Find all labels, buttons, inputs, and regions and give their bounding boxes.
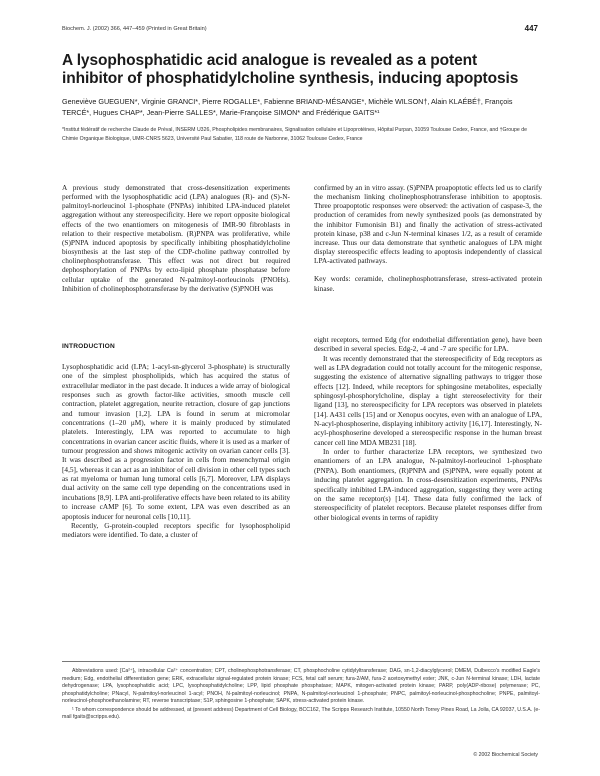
affiliations: *Institut fédératif de recherche Claude de Préval, INSERM U326, Phospholipides membranaires, Signalisation cellulaire et Lipoprotéines, Hôpital Purpan, 31059 Toulouse Cedex, France, and †Groupe de Chimie Organique Biologique, UMR-CNRS 5623, Université Paul Sabatier, 118 route de Narbonne, 31062 Toulouse Cedex, France (62, 127, 528, 142)
page-number: 447 (524, 24, 538, 33)
abbreviations-footnote: Abbreviations used: [Ca²⁺]ᵢ, intracellular Ca²⁺ concentration; CPT, cholinephosphotransferase; CT, phosphocholine cytidylyltransferase; DAG, sn-1,2-diacylglycerol; DMEM, Dulbecco's modified Eagle's medium; Edg, endothelial differentiation gene; ERK, extracellular signal-regulated protein kinase; FCS, fetal calf serum; fura-2/AM, fura-2 acetoxymethyl ester; JNK, c-Jun N-terminal kinase; LDH, lactate dehydrogenase; LPA, lysophosphatidic acid; LPC, lysophosphatidylcholine; LPP, lipid phosphate phosphatase; MAPK, mitogen-activated protein kinase; PARP, poly(ADP-ribose) polymerase; PC, phosphatidylcholine; PNacyl, N-palmitoyl-norleucinol 1-acyl; PNOH, N-palmitoyl-norleucinol; PNPA, N-palmitoyl-norleucinol 1-phosphate; PNPC, palmitoyl-norleucinol-phosphocholine; PNPE, palmitoyl-norleucinol-phosphoethanolamine; RT, reverse transcriptase; S1P, sphingosine 1-phosphate; SAPK, stress-activated protein kinase. (62, 668, 540, 704)
abstract-right-column (314, 183, 542, 293)
running-head: Biochem. J. (2002) 366, 447–459 (Printed in Great Britain) (62, 26, 207, 32)
copyright-notice: © 2002 Biochemical Society (473, 752, 538, 758)
introduction-heading: INTRODUCTION (62, 343, 115, 350)
footnote-divider (62, 661, 540, 662)
abstract-text-part-1: A previous study demonstrated that cross-desensitization experiments performed with the lysophosphatidic acid (LPA) analogues (R)- and (S)-N-palmitoyl-norleucinol 1-phosphate (PNPAs) inhibited LPA-induced platelet aggregation without any stereospecificity. Here we report opposite biological effects of the two enantiomers on mitogenesis of IMR-90 fibroblasts in relation to their respective metabolism. (R)PNPA was proliferative, while (S)PNPA induced apoptosis by specifically inhibiting phosphatidylcholine biosynthesis at the last step of the CDP-choline pathway controlled by cholinephosphotransferase. This effect was not direct but required dephosphorylation of PNPAs by ecto-lipid phosphate phosphatase before cellular uptake of the generated N-palmitoyl-norleucinols (PNOHs). Inhibition of cholinephosphotransferase by the derivative (S)PNOH was (62, 183, 290, 293)
paragraph: In order to further characterize LPA receptors, we synthesized two enantiomers of an LPA analogue, N-palmitoyl-norleucinol 1-phosphate (PNPA). Both enantiomers, (R)PNPA and (S)PNPA, were equally potent at inducing platelet aggregation. In cross-desensitization experiments, PNPAs specifically inhibited LPA-induced aggregation, suggesting they were acting on the same receptor(s) [14]. These data fully confirmed the lack of stereospecificity of platelet receptors. Because platelet responses differ from other biological events in terms of rapidity (314, 447, 542, 522)
introduction-right-column (314, 335, 542, 522)
correspondence-footnote: ¹ To whom correspondence should be addressed, at (present address) Department of Cell Biology, BCC162, The Scripps Research Institute, 10550 North Torrey Pines Road, La Jolla, CA 92037, U.S.A. (e-mail fgaits@scripps.edu). (62, 706, 540, 720)
paragraph: eight receptors, termed Edg (for endothelial differentiation gene), have been described in several species. Edg-2, -4 and -7 are specific for LPA. (314, 335, 542, 354)
abstract-left-column (62, 183, 290, 293)
article-title: A lysophosphatidic acid analogue is revealed as a potent inhibitor of phosphatidylcholine synthesis, inducing apoptosis (62, 52, 519, 87)
footnotes (62, 668, 540, 722)
paragraph: It was recently demonstrated that the stereospecificity of Edg receptors as well as LPA degradation could not totally account for the mitogenic response, suggesting the existence of alternative signalling pathways to trigger those effects [12]. Indeed, while receptors for sphingosine metabolites, especially sphingosyl-phosphorylcholine, display a tight stereoselectivity for their ligand [13], no stereospecificity for LPA receptors was observed in platelets [14]. A431 cells [15] and or Xenopus oocytes, even with an analogue of LPA, N-acyl-phosphoserine, displaying inhibitory activity [16,17]. Interestingly, N-acyl-phosphoserine developed a stereospecific response in the human breast cancer cell line MDA MB231 [18]. (314, 353, 542, 447)
paragraph: Recently, G-protein-coupled receptors specific for lysophospholipid mediators were identified. To date, a cluster of (62, 520, 290, 540)
introduction-left-column (62, 362, 290, 540)
abstract-text-part-2: confirmed by an in vitro assay. (S)PNPA proapoptotic effects led us to clarify the mechanism linking cholinephosphotransferase inhibition to apoptosis. Three proapoptotic responses were observed: the activation of caspase-3, the production of ceramides from newly synthesized pools (as demonstrated by the inhibitor Fumonisin B1) and finally the activation of stress-activated protein kinase, p38 and c-Jun N-terminal kinases 1/2, as a result of ceramide increase. Thus our data demonstrate that synthetic analogues of LPA might display stereospecific effects leading to apoptosis independently of classical LPA-activated pathways. (314, 183, 542, 266)
paragraph: Lysophosphatidic acid (LPA; 1-acyl-sn-glycerol 3-phosphate) is structurally one of the simplest phospholipids, which has acquired the status of extracellular mediator in the past decade. It induces a wide array of biological responses such as growth factor-like activities, smooth muscle cell contraction, platelet aggregation, neurite retraction, closure of gap junctions and tumour invasion [1,2]. LPA is found in serum at micromolar concentrations (1–20 μM), where it is mainly produced by stimulated platelets. Interestingly, LPA was reported to accumulate to high concentrations in ovarian cancer ascitic fluids, where it is used as a marker of tumour progression and shows mitogenic activity on ovarian cancer cells [3]. It was described as a progression factor in cells from mesenchymal origin [4,5], whereas it can act as an inhibitor of cell division in other cell types such as rat myeloma or human lung tumoral cells [6,7]. Moreover, LPA displays dual activity on the same cell type depending on the concentrations used in incubations [8,9]. LPA anti-proliferative effects have been related to its ability to increase cAMP [6]. To some extent, LPA was even described as an apoptosis inducer for neuronal cells [10,11]. (62, 362, 290, 521)
keywords: Key words: ceramide, cholinephosphotransferase, stress-activated protein kinase. (314, 274, 542, 293)
author-list: Geneviève GUEGUEN*, Virginie GRANCI*, Pierre ROGALLE*, Fabienne BRIAND-MÉSANGE*, Michèle WILSON†, Alain KLAÉBÉ†, François TERCÉ*, Hugues CHAP*, Jean-Pierre SALLES*, Marie-Françoise SIMON* and Frédérique GAITS*¹ (62, 97, 513, 117)
